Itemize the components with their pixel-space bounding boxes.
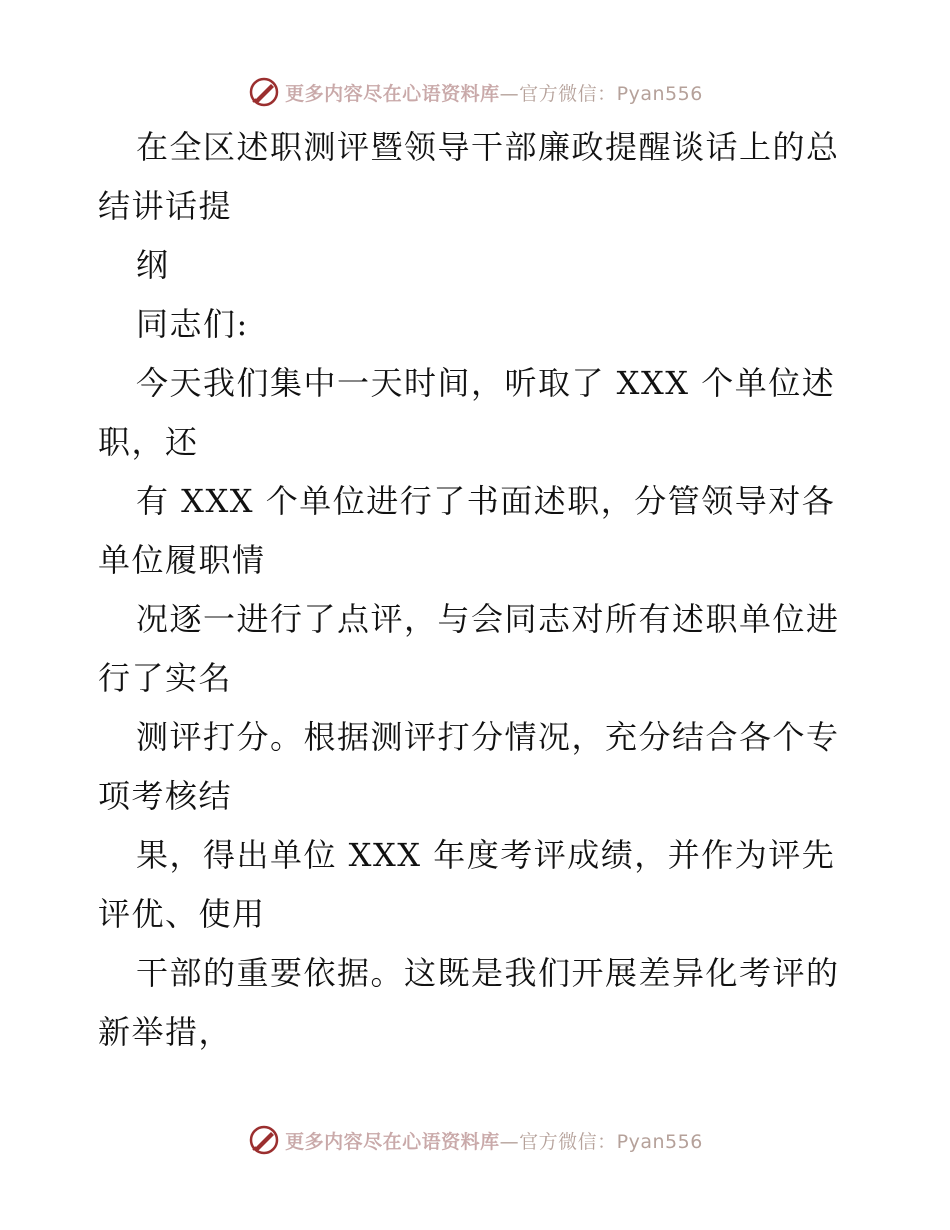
text-line: 纲 bbox=[136, 246, 170, 284]
footer-banner bbox=[0, 1120, 950, 1160]
text-line: 测评打分。根据测评打分情况，充分结合各个专 bbox=[136, 718, 840, 756]
banner-main-text: 更多内容尽在心语资料库 bbox=[285, 1130, 500, 1153]
text-line: 行了实名 bbox=[98, 659, 233, 697]
banner-sub-text: —官方微信：Pyan556 bbox=[499, 1130, 703, 1153]
quill-logo-icon bbox=[247, 1123, 281, 1157]
text-line: 职，还 bbox=[98, 423, 199, 461]
text-line: 在全区述职测评暨领导干部廉政提醒谈话上的总 bbox=[136, 128, 840, 166]
text-line: 项考核结 bbox=[98, 777, 233, 815]
text-line: 单位履职情 bbox=[98, 541, 266, 579]
header-banner bbox=[0, 72, 950, 112]
banner-main-text: 更多内容尽在心语资料库 bbox=[285, 82, 500, 105]
text-line: 结讲话提 bbox=[98, 187, 233, 225]
text-line: 新举措， bbox=[98, 1013, 233, 1051]
text-line: 干部的重要依据。这既是我们开展差异化考评的 bbox=[136, 954, 840, 992]
quill-logo-icon bbox=[247, 75, 281, 109]
text-line: 同志们: bbox=[136, 305, 249, 343]
document-body bbox=[98, 118, 858, 1062]
text-line: 有 XXX 个单位进行了书面述职，分管领导对各 bbox=[136, 482, 836, 520]
text-line: 果，得出单位 XXX 年度考评成绩，并作为评先 bbox=[136, 836, 836, 874]
banner-sub-text: —官方微信：Pyan556 bbox=[499, 82, 703, 105]
text-line: 今天我们集中一天时间，听取了 XXX 个单位述 bbox=[136, 364, 836, 402]
text-line: 评优、使用 bbox=[98, 895, 266, 933]
text-line: 况逐一进行了点评，与会同志对所有述职单位进 bbox=[136, 600, 840, 638]
